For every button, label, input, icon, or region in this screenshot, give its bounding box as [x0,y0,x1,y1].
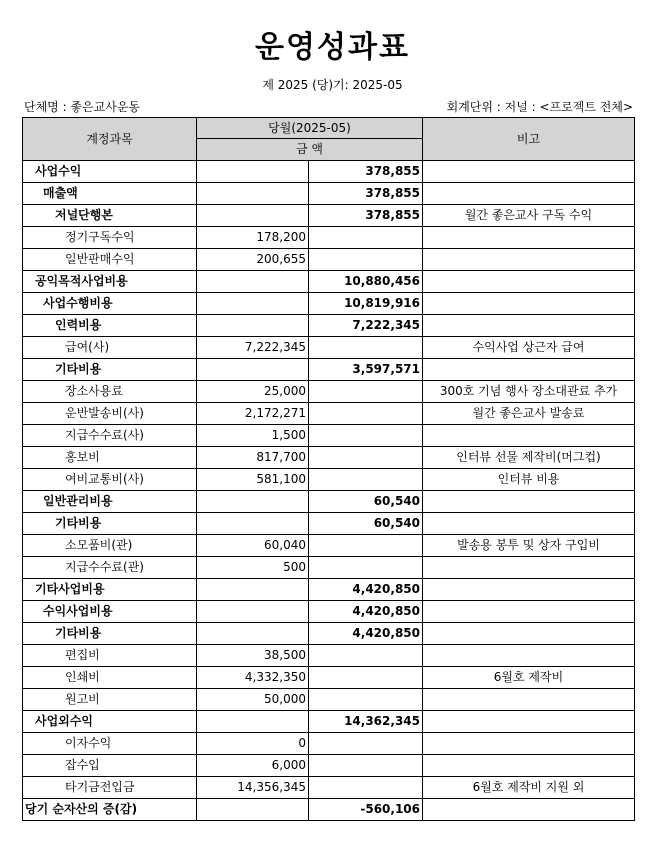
total-cell [309,645,423,667]
organization-label: 단체명 : 좋은교사운동 [24,100,141,114]
account-name-cell: 저널단행본 [23,205,197,227]
account-name-cell: 매출액 [23,183,197,205]
account-name-cell: 사업외수익 [23,711,197,733]
table-row [23,623,635,645]
amount-cell: 25,000 [197,381,309,403]
account-name-cell: 기타비용 [23,359,197,381]
account-name-cell: 소모품비(관) [23,535,197,557]
table-row [23,403,635,425]
amount-cell [197,205,309,227]
table-row [23,337,635,359]
account-name-cell: 인력비용 [23,315,197,337]
amount-cell: 2,172,271 [197,403,309,425]
total-cell [309,469,423,491]
amount-cell: 0 [197,733,309,755]
total-cell: 4,420,850 [309,579,423,601]
amount-cell [197,623,309,645]
account-name-cell: 원고비 [23,689,197,711]
total-cell: 14,362,345 [309,711,423,733]
total-cell: 378,855 [309,205,423,227]
amount-cell: 14,356,345 [197,777,309,799]
table-row [23,513,635,535]
account-name-cell: 정기구독수익 [23,227,197,249]
total-cell: 378,855 [309,161,423,183]
amount-cell: 200,655 [197,249,309,271]
total-cell [309,425,423,447]
total-cell: 60,540 [309,513,423,535]
total-cell: -560,106 [309,799,423,821]
note-cell [423,425,635,447]
amount-cell: 1,500 [197,425,309,447]
table-row [23,799,635,821]
amount-cell: 7,222,345 [197,337,309,359]
operating-results-table [22,117,635,821]
note-cell [423,183,635,205]
amount-cell [197,161,309,183]
account-name-cell: 수익사업비용 [23,601,197,623]
amount-cell [197,579,309,601]
note-cell: 월간 좋은교사 발송료 [423,403,635,425]
total-cell [309,447,423,469]
table-row [23,447,635,469]
account-name-cell: 이자수익 [23,733,197,755]
table-row [23,469,635,491]
total-cell [309,403,423,425]
amount-cell: 60,040 [197,535,309,557]
header-amount: 금 액 [197,139,423,161]
amount-cell [197,601,309,623]
total-cell: 10,819,916 [309,293,423,315]
amount-cell: 817,700 [197,447,309,469]
note-cell [423,315,635,337]
amount-cell [197,359,309,381]
table-row [23,381,635,403]
total-cell [309,689,423,711]
account-name-cell: 여비교통비(사) [23,469,197,491]
note-cell: 300호 기념 행사 장소대관료 추가 [423,381,635,403]
note-cell [423,645,635,667]
total-cell [309,667,423,689]
account-name-cell: 기타비용 [23,513,197,535]
table-row [23,755,635,777]
report-title: 운영성과표 [255,30,410,65]
account-name-cell: 사업수익 [23,161,197,183]
note-cell: 인터뷰 비용 [423,469,635,491]
account-name-cell: 급여(사) [23,337,197,359]
table-row [23,359,635,381]
amount-cell [197,271,309,293]
total-cell: 60,540 [309,491,423,513]
account-name-cell: 공익목적사업비용 [23,271,197,293]
account-name-cell: 기타비용 [23,623,197,645]
table-row [23,491,635,513]
note-cell: 6월호 제작비 지원 외 [423,777,635,799]
table-row [23,227,635,249]
total-cell [309,733,423,755]
account-name-cell: 편집비 [23,645,197,667]
amount-cell [197,293,309,315]
note-cell [423,557,635,579]
total-cell [309,381,423,403]
account-name-cell: 지급수수료(관) [23,557,197,579]
amount-cell: 50,000 [197,689,309,711]
table-row [23,733,635,755]
total-cell [309,535,423,557]
report-period: 제 2025 (당)기: 2025-05 [262,78,403,92]
table-row [23,271,635,293]
total-cell [309,557,423,579]
amount-cell: 581,100 [197,469,309,491]
note-cell: 인터뷰 선물 제작비(머그컵) [423,447,635,469]
account-name-cell: 홍보비 [23,447,197,469]
amount-cell: 4,332,350 [197,667,309,689]
amount-cell [197,491,309,513]
account-name-cell: 타기금전입금 [23,777,197,799]
note-cell: 발송용 봉투 및 상자 구입비 [423,535,635,557]
total-cell: 3,597,571 [309,359,423,381]
note-cell [423,491,635,513]
table-row [23,425,635,447]
note-cell [423,579,635,601]
note-cell [423,601,635,623]
note-cell [423,161,635,183]
account-name-cell: 사업수행비용 [23,293,197,315]
table-row [23,183,635,205]
table-body [23,161,635,821]
note-cell [423,711,635,733]
note-cell [423,755,635,777]
table-row [23,777,635,799]
table-row [23,601,635,623]
account-name-cell: 일반관리비용 [23,491,197,513]
table-row [23,667,635,689]
amount-cell [197,513,309,535]
total-cell [309,337,423,359]
note-cell [423,249,635,271]
table-row [23,579,635,601]
total-cell: 378,855 [309,183,423,205]
header-note: 비고 [423,118,635,161]
note-cell [423,227,635,249]
account-name-cell: 인쇄비 [23,667,197,689]
note-cell [423,359,635,381]
note-cell: 월간 좋은교사 구독 수익 [423,205,635,227]
table-row [23,645,635,667]
total-cell [309,249,423,271]
total-cell: 7,222,345 [309,315,423,337]
note-cell: 수익사업 상근자 급여 [423,337,635,359]
amount-cell: 6,000 [197,755,309,777]
table-row [23,249,635,271]
account-name-cell: 당기 순자산의 증(감) [23,799,197,821]
amount-cell: 38,500 [197,645,309,667]
account-name-cell: 지급수수료(사) [23,425,197,447]
account-name-cell: 잡수입 [23,755,197,777]
total-cell [309,777,423,799]
note-cell [423,733,635,755]
table-row [23,161,635,183]
account-name-cell: 운반발송비(사) [23,403,197,425]
account-name-cell: 일반판매수익 [23,249,197,271]
header-account: 계정과목 [23,118,197,161]
note-cell [423,799,635,821]
note-cell [423,689,635,711]
amount-cell [197,711,309,733]
amount-cell: 500 [197,557,309,579]
account-name-cell: 장소사용료 [23,381,197,403]
amount-cell [197,315,309,337]
header-period: 당월(2025-05) [197,118,423,139]
amount-cell [197,799,309,821]
table-row [23,535,635,557]
table-row [23,293,635,315]
table-row [23,315,635,337]
table-row [23,689,635,711]
total-cell [309,755,423,777]
total-cell [309,227,423,249]
amount-cell: 178,200 [197,227,309,249]
total-cell: 4,420,850 [309,601,423,623]
table-row [23,557,635,579]
table-row [23,205,635,227]
note-cell [423,293,635,315]
table-row [23,711,635,733]
accounting-unit-label: 회계단위 : 저널 : <프로젝트 전체> [446,100,633,114]
note-cell [423,271,635,293]
note-cell [423,623,635,645]
total-cell: 10,880,456 [309,271,423,293]
total-cell: 4,420,850 [309,623,423,645]
account-name-cell: 기타사업비용 [23,579,197,601]
note-cell [423,513,635,535]
note-cell: 6월호 제작비 [423,667,635,689]
amount-cell [197,183,309,205]
